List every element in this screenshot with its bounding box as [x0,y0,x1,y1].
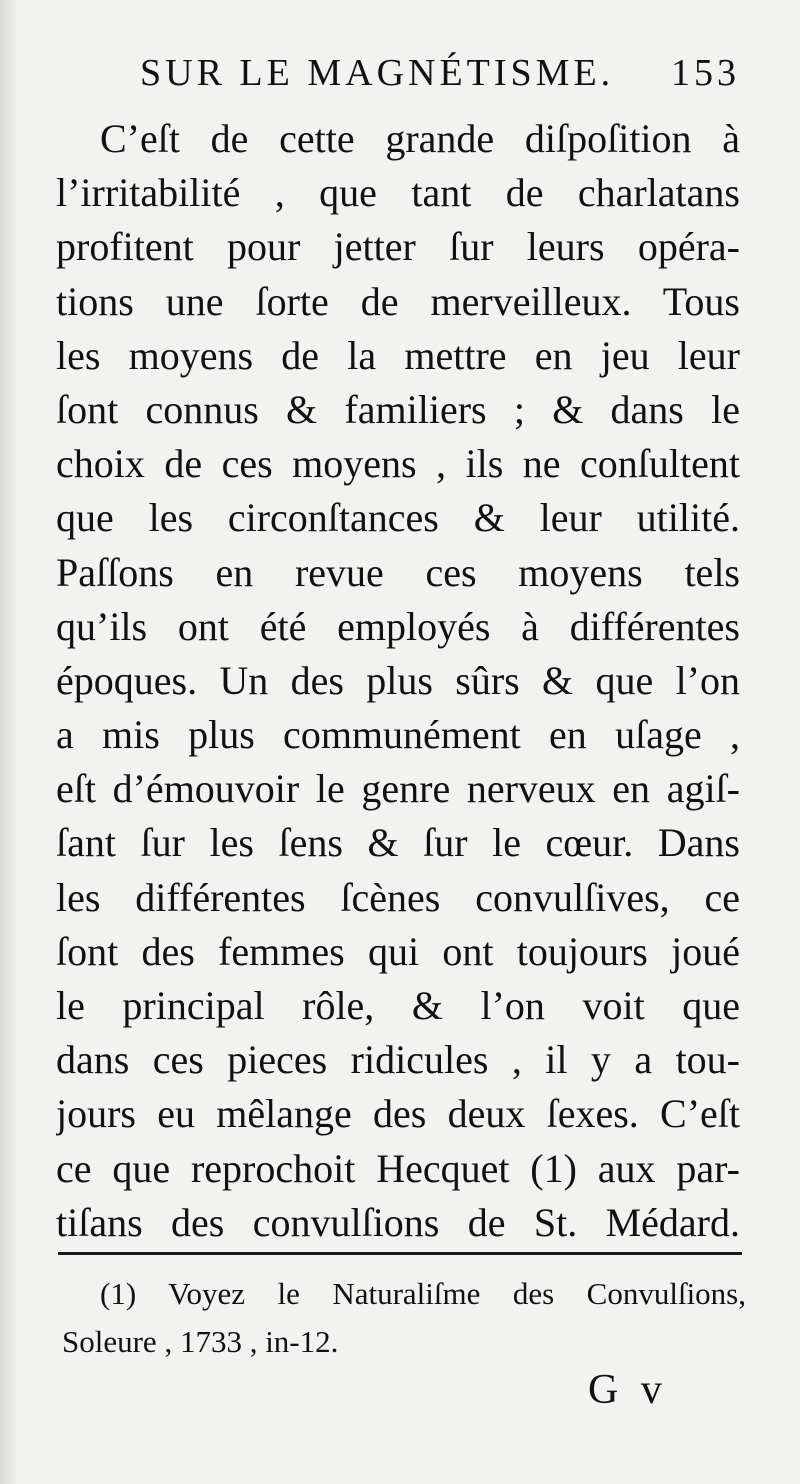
footnote-rule [58,1252,742,1255]
page-number: 153 [671,52,740,94]
text-line: l’irritabilité , que tant de charlatans [56,170,740,216]
text-line: le principal rôle, & l’on voit que [56,983,740,1028]
text-line: époques. Un des plus sûrs & que l’on [56,657,740,703]
text-line: tions une ſorte de merveilleux. Tous [56,278,740,324]
text-line: Paſſons en revue ces moyens tels [56,549,740,595]
body-text [56,112,740,1250]
text-line: jours eu mêlange des deux ſexes. C’eſt [56,1091,740,1137]
footnote-line: Soleure , 1733 , in-12. [62,1324,339,1359]
page-edge-shadow [0,0,18,1484]
footnotes [62,1270,746,1366]
footnote-line: (1) Voyez le Naturaliſme des Convulſions, [100,1276,746,1311]
text-line: ſant ſur les ſens & ſur le cœur. Dans [56,820,740,866]
text-line: eſt d’émouvoir le genre nerveux en agiſ- [56,766,740,812]
text-line: dans ces pieces ridicules , il y a tou- [56,1037,740,1083]
text-line: C’eſt de cette grande diſpoſition à [100,116,740,161]
text-line: les moyens de la mettre en jeu leur [56,332,740,378]
text-line: ſont connus & familiers ; & dans le [56,386,740,432]
text-line: ſont des femmes qui ont toujours joué [56,928,740,974]
text-line: les différentes ſcènes convulſives, ce [56,874,740,920]
text-line: choix de ces moyens , ils ne conſultent [56,441,740,487]
text-line: tiſans des convulſions de St. Médard. [56,1199,740,1245]
signature-mark: G v [588,1367,668,1413]
running-head-title: SUR LE MAGNÉTISME. [140,52,615,94]
text-line: que les circonſtances & leur utilité. [56,495,740,541]
text-line: a mis plus communément en uſage , [56,712,740,758]
running-head [140,48,740,98]
text-line: profitent pour jetter ſur leurs opéra- [56,224,740,270]
text-line: ce que reprochoit Hecquet (1) aux par- [56,1145,740,1191]
text-line: qu’ils ont été employés à différentes [56,603,740,649]
